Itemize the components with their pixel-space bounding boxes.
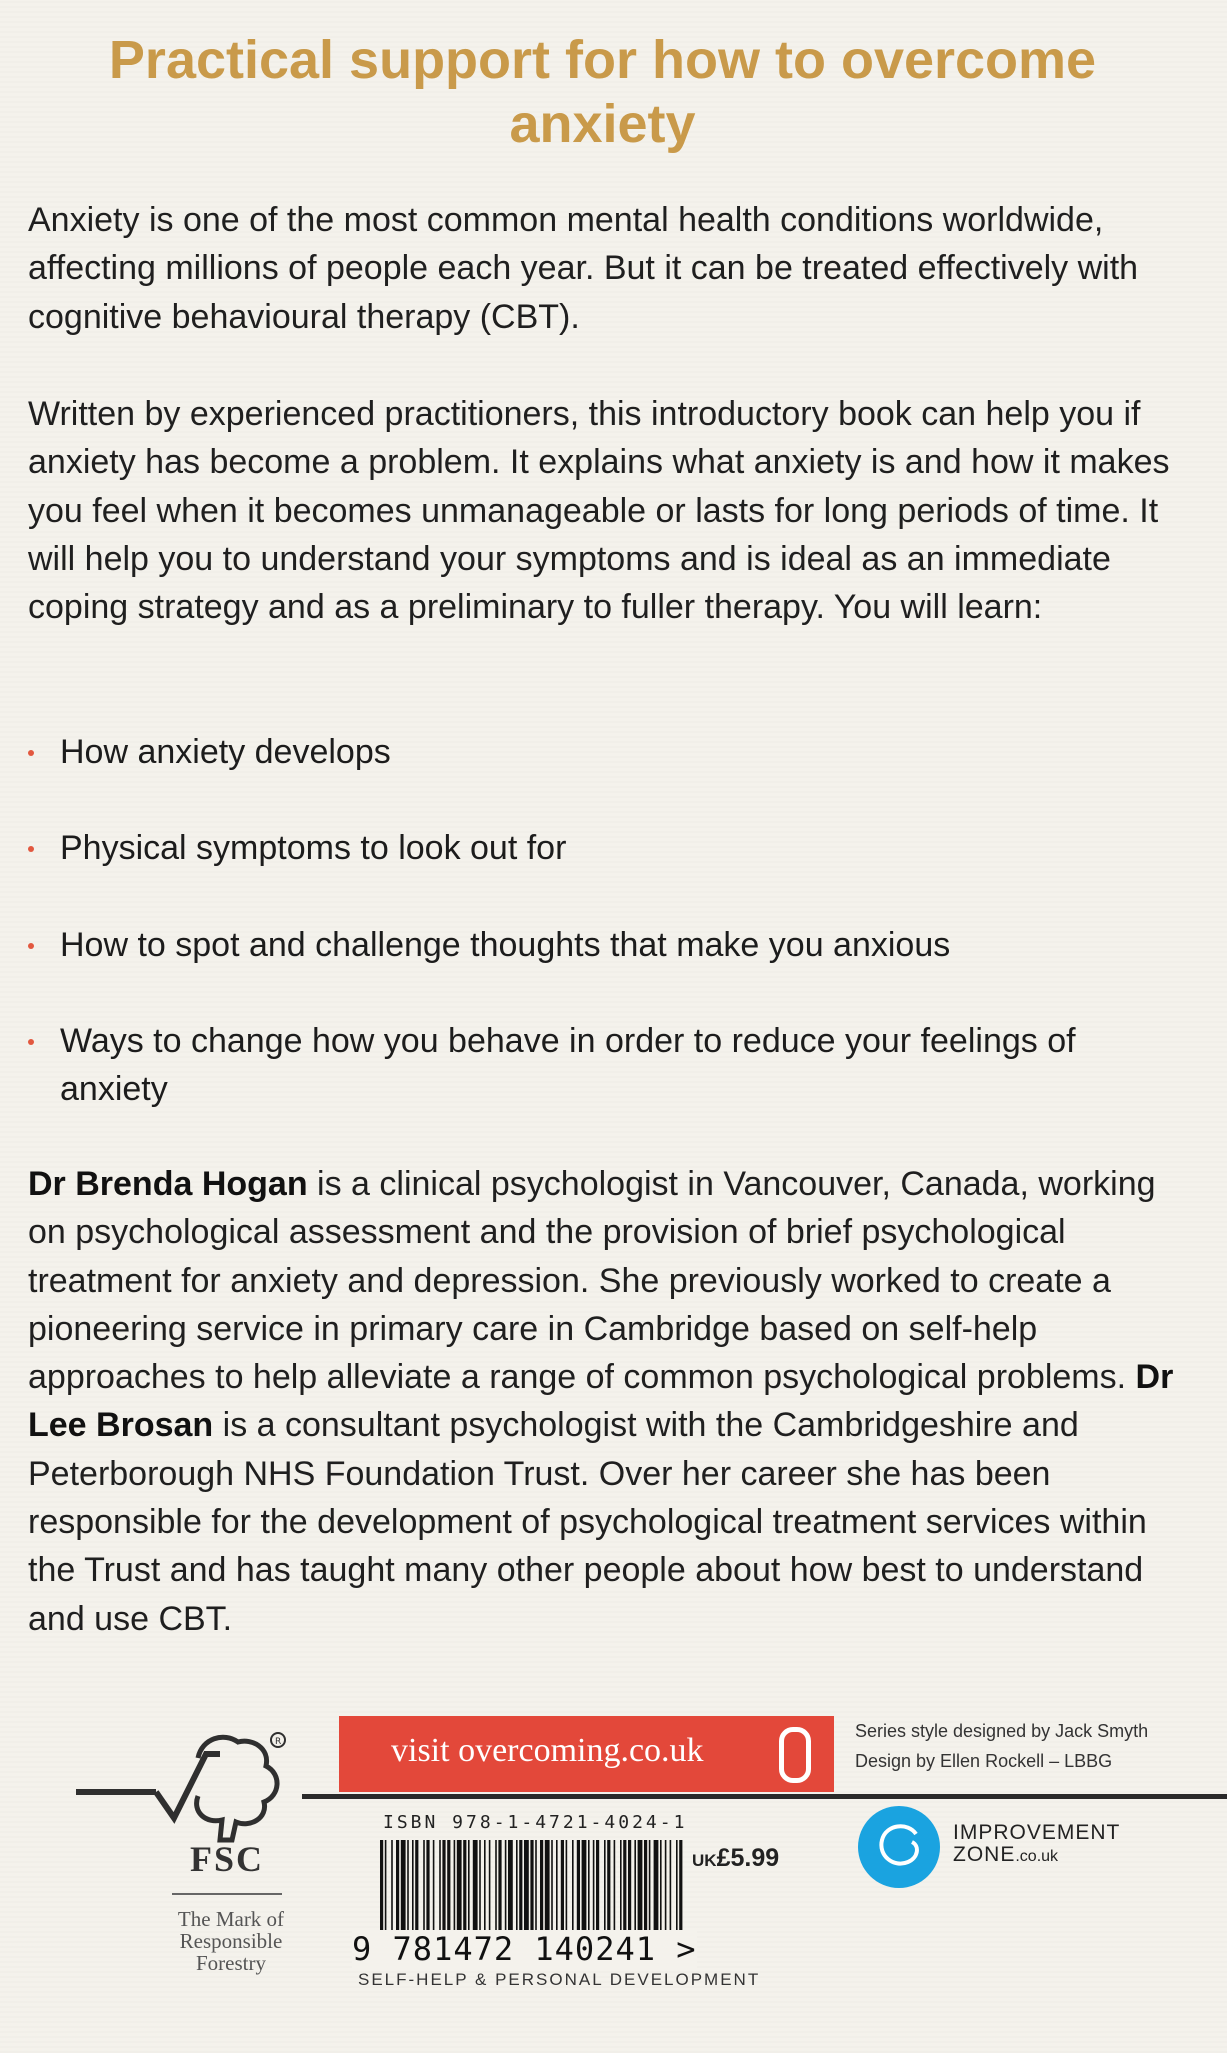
swirl-icon xyxy=(858,1806,940,1888)
page-title: Practical support for how to overcome anxiety xyxy=(108,30,1097,154)
website-link[interactable]: visit overcoming.co.uk xyxy=(391,1732,704,1769)
barcode-digits: 9 781472 140241 > xyxy=(352,1930,697,1968)
list-item: Physical symptoms to look out for xyxy=(28,824,1178,872)
footer-divider xyxy=(302,1794,1227,1799)
bullet-icon xyxy=(28,943,34,949)
book-category: SELF-HELP & PERSONAL DEVELOPMENT xyxy=(358,1970,761,1989)
visit-website-banner[interactable] xyxy=(339,1716,834,1792)
bullet-icon xyxy=(28,846,34,852)
price: UK£5.99 xyxy=(692,1844,780,1872)
author-name: Dr Lee Brosan xyxy=(28,1358,1174,1445)
list-item: How to spot and challenge thoughts that make you anxious xyxy=(28,921,1178,969)
list-item: Ways to change how you behave in order to reduce your feelings of anxiety xyxy=(28,1017,1178,1114)
bullet-icon xyxy=(28,750,34,756)
improvement-zone-label: IMPROVEMENT ZONE.co.uk xyxy=(953,1821,1121,1866)
list-item: How anxiety develops xyxy=(28,728,1178,776)
description-paragraph: Written by experienced practitioners, this introductory book can help you if anxiety has become a problem. It explains what anxiety is and how it makes you feel when it becomes unmanageable or lasts for long periods of time. It will help you to understand your symptoms and is ideal as an immediate coping strategy and as a preliminary to fuller therapy. You will learn: xyxy=(28,395,1170,627)
overcoming-logo-icon xyxy=(779,1727,811,1783)
intro-paragraph: Anxiety is one of the most common mental health conditions worldwide, affecting millions of people each year. But it can be treated effectively with cognitive behavioural therapy (CBT). xyxy=(28,201,1139,336)
design-credits: Series style designed by Jack Smyth Design by Ellen Rockell – LBBG xyxy=(855,1721,1149,1771)
fsc-divider xyxy=(172,1893,282,1895)
bullet-icon xyxy=(28,1039,34,1045)
fsc-tagline: The Mark of Responsible Forestry xyxy=(177,1907,285,1975)
author-name: Dr Brenda Hogan xyxy=(28,1165,308,1203)
improvement-zone-logo-icon xyxy=(858,1806,940,1888)
svg-text:R: R xyxy=(275,1737,282,1747)
learn-list xyxy=(28,728,1178,1161)
fsc-label: FSC xyxy=(190,1839,265,1879)
author-bio: Dr Brenda Hogan is a clinical psychologist in Vancouver, Canada, working on psychological assessment and the provision of brief psychological treatment for anxiety and depression. She previously worked to create a pioneering service in primary care in Cambridge based on self-help approaches to help alleviate a range of common psychological problems. Dr Lee Brosan is a consultant psychologist with the Cambridgeshire and Peterborough NHS Foundation Trust. Over her career she has been responsible for the development of psychological treatment services within the Trust and has taught many other people about how best to understand and use CBT. xyxy=(28,1165,1174,1638)
isbn-text: ISBN 978-1-4721-4024-1 xyxy=(383,1812,688,1833)
